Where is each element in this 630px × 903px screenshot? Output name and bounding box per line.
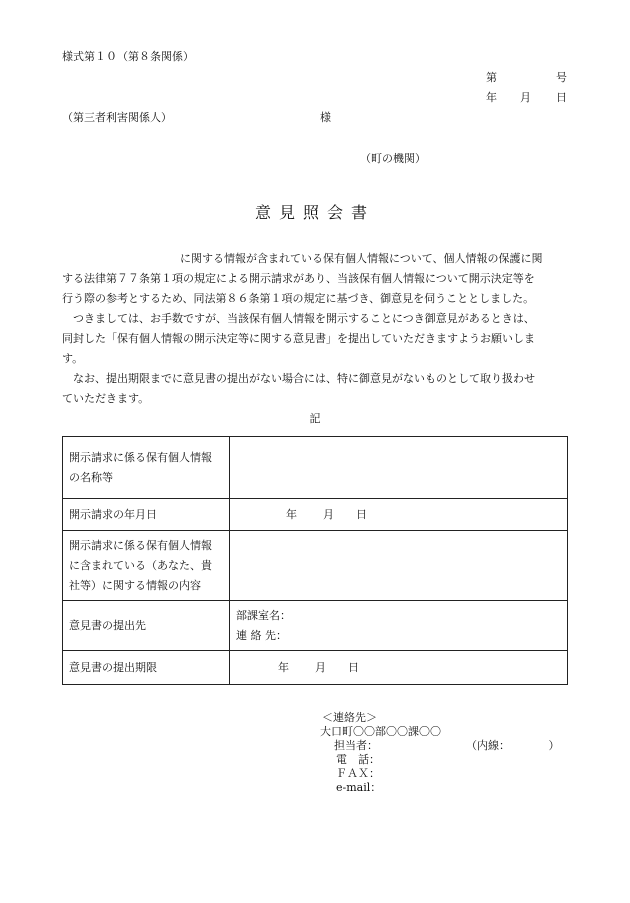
contact-email: e-mail： — [336, 781, 382, 794]
contact-person: 担当者： （内線： ） — [334, 739, 560, 752]
table-row — [63, 499, 568, 531]
contact-extension: （内線： ） — [466, 739, 560, 752]
record-table — [62, 436, 568, 685]
row-value-info-name — [230, 437, 568, 499]
doc-number-go: 号 — [556, 71, 567, 84]
row-value-submit-to — [230, 601, 568, 651]
submit-dept-label: 部課室名： — [236, 608, 291, 622]
form-number: 様式第１０（第８条関係） — [62, 50, 194, 63]
table-row — [63, 437, 568, 499]
submit-contact-label: 連 絡 先： — [236, 628, 287, 642]
table-row — [63, 601, 568, 651]
body-line: ていただきます。 — [62, 392, 150, 405]
body-line: 同封した「保有個人情報の開示決定等に関する意見書」を提出していただきますようお願いしま — [62, 332, 535, 345]
contact-phone: 電 話： — [336, 753, 380, 766]
contact-block — [322, 711, 560, 795]
row-value-deadline: 年 月 日 — [230, 651, 568, 685]
table-row — [63, 651, 568, 685]
body-line: す。 — [62, 352, 84, 365]
row-value-info-content — [230, 531, 568, 601]
row-label-info-content: 開示請求に係る保有個人情報 に含まれている（あなた、貴 社等）に関する情報の内容 — [63, 531, 230, 601]
date-year: 年 — [486, 91, 497, 104]
body-line: つきましては、お手数ですが、当該保有個人情報を開示することにつき御意見があるときは、 — [73, 312, 535, 325]
addressee: （第三者利害関係人） — [62, 111, 172, 124]
contact-heading: ＜連絡先＞ — [322, 711, 377, 724]
addressee-honorific: 様 — [320, 111, 331, 124]
body-line: 行う際の参考とするため、同法第８６条第１項の規定に基づき、御意見を伺うこととしました。 — [62, 292, 535, 305]
row-label-submit-to: 意見書の提出先 — [63, 601, 230, 651]
row-label-deadline: 意見書の提出期限 — [63, 651, 230, 685]
contact-office: 大口町〇〇部〇〇課〇〇 — [320, 725, 441, 738]
contact-fax: ＦＡＸ： — [336, 767, 380, 780]
issuer: （町の機関） — [360, 152, 426, 165]
doc-number-dai: 第 — [486, 71, 497, 84]
row-label-info-name: 開示請求に係る保有個人情報 の名称等 — [63, 437, 230, 499]
row-value-request-date: 年 月 日 — [230, 499, 568, 531]
table-row — [63, 531, 568, 601]
date-day: 日 — [556, 91, 567, 104]
row-label-request-date: 開示請求の年月日 — [63, 499, 230, 531]
body-line: する法律第７７条第１項の規定による開示請求があり、当該保有個人情報について開示決定等を — [62, 272, 535, 285]
body-line: に関する情報が含まれている保有個人情報について、個人情報の保護に関 — [180, 252, 543, 265]
page-title: 意見照会書 — [254, 203, 375, 222]
date-month: 月 — [520, 91, 531, 104]
ki-heading: 記 — [309, 412, 321, 425]
body-line: なお、提出期限までに意見書の提出がない場合には、特に御意見がないものとして取り扱わせ — [73, 372, 535, 385]
body-text — [62, 249, 570, 409]
